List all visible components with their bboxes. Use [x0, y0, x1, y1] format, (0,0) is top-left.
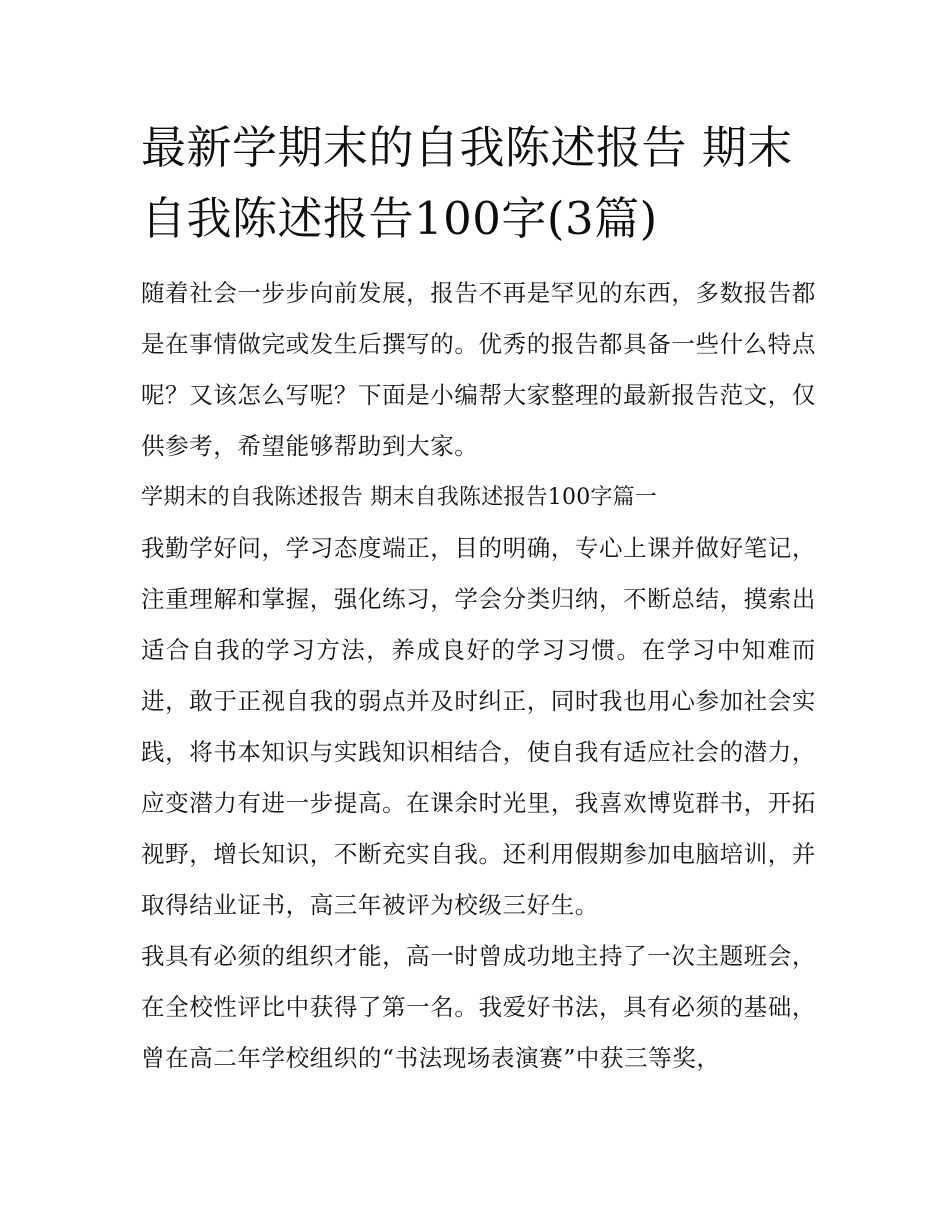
body-paragraph-2: 我具有必须的组织才能，高一时曾成功地主持了一次主题班会，在全校性评比中获得了第一名。我爱好书法，具有必须的基础，曾在高二年学校组织的“书法现场表演赛”中获三等奖， [141, 942, 816, 1072]
document-page [141, 112, 816, 1084]
document-title: 最新学期末的自我陈述报告 期末自我陈述报告100字(3篇) [141, 121, 793, 245]
section-heading: 学期末的自我陈述报告 期末自我陈述报告100字篇一 [141, 485, 657, 510]
body-paragraph-1: 我勤学好问，学习态度端正，目的明确，专心上课并做好笔记，注重理解和掌握，强化练习，学会分类归纳，不断总结，摸索出适合自我的学习方法，养成良好的学习习惯。在学习中知难而进，敢于正视自我的弱点并及时纠正，同时我也用心参加社会实践，将书本知识与实践知识相结合，使自我有适应社会的潜力，应变潜力有进一步提高。在课余时光里，我喜欢博览群书，开拓视野，增长知识，不断充实自我。还利用假期参加电脑培训，并取得结业证书，高三年被评为校级三好生。 [141, 534, 816, 919]
document-body [141, 268, 816, 1084]
intro-paragraph: 随着社会一步步向前发展，报告不再是罕见的东西，多数报告都是在事情做完或发生后撰写的。优秀的报告都具备一些什么特点呢？又该怎么写呢？下面是小编帮大家整理的最新报告范文，仅供参考，希望能够帮助到大家。 [141, 279, 816, 460]
